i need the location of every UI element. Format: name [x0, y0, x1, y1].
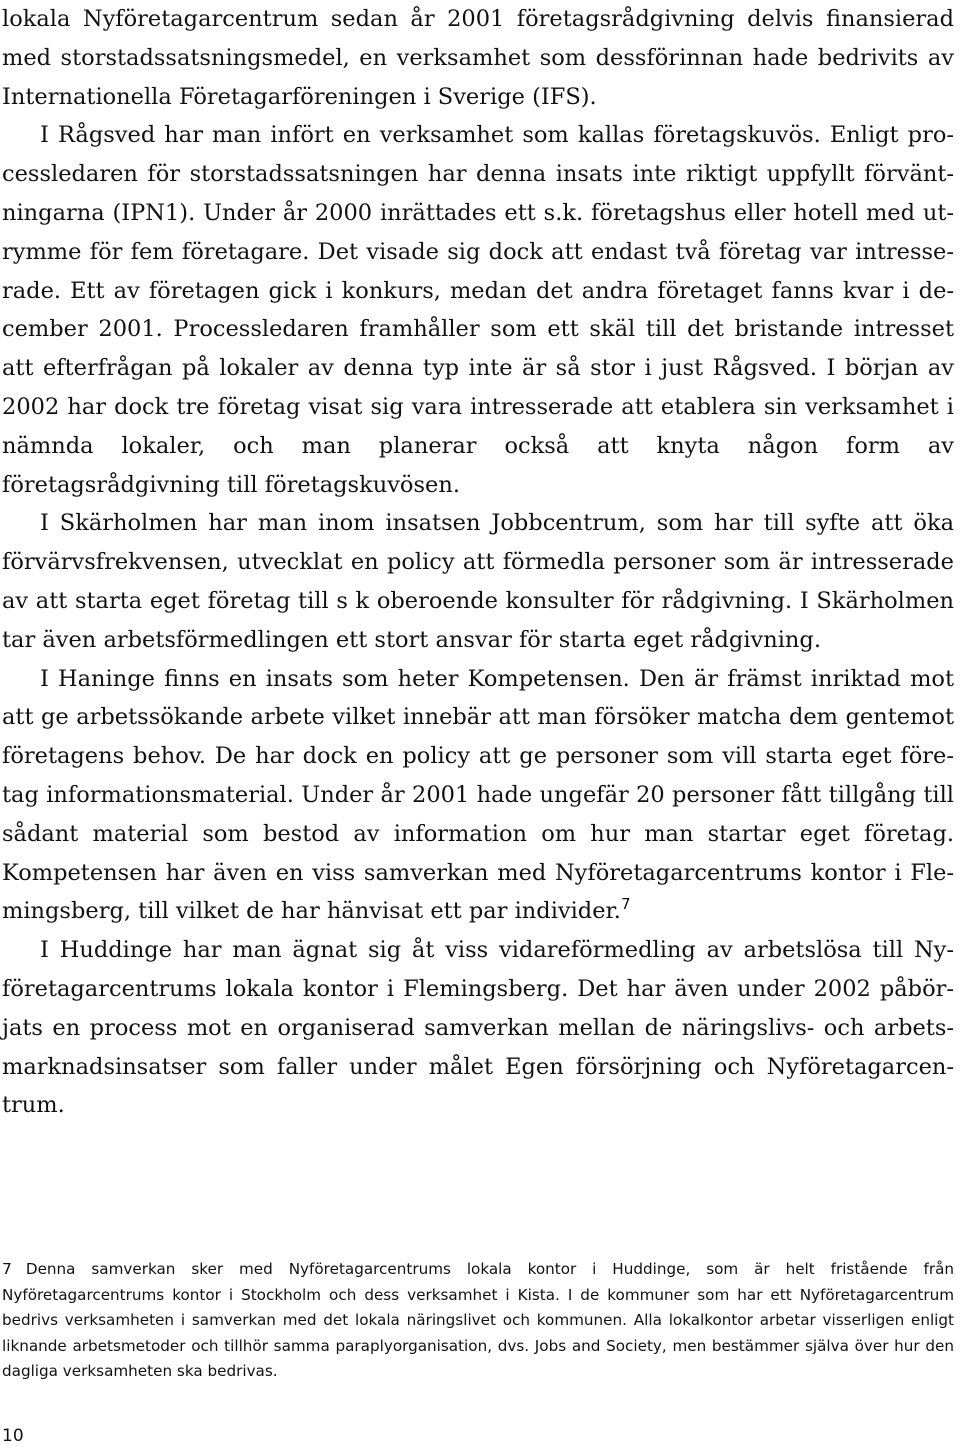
footnote-number: 7 [2, 1260, 12, 1278]
body-paragraph [2, 660, 954, 932]
body-paragraph [2, 116, 954, 504]
page-number: 10 [2, 1426, 24, 1446]
body-paragraph [2, 931, 954, 1125]
body-paragraph [2, 0, 954, 116]
paragraph-text: I Skärholmen har man inom insatsen Jobbcentrum, som har till syfte att öka förvärvsfrekvensen, utvecklat en policy att förmedla personer som är intresserade av att starta eget företag till s k oberoende konsulter för rådgivning. I Skärholmen tar även arbetsförmedlingen ett stort ansvar för starta eget rådgivning. [2, 510, 954, 653]
paragraph-text: lokala Nyföretagarcentrum sedan år 2001 företagsrådgivning delvis finansierad med storstadssatsningsmedel, en verksamhet som dessförinnan hade bedrivits av Internationella Företagarföreningen i Sverige (IFS). [2, 6, 954, 110]
body-text [2, 0, 954, 1125]
footnote-text: Denna samverkan sker med Nyföretagarcentrums lokala kontor i Huddinge, som är helt fristående från Nyföretagarcentrums kontor i Stockholm och dess verksamhet i Kista. I de kommuner som har ett Nyföretagarcentrum bedrivs verksamheten i samverkan med det lokala näringslivet och kommunen. Alla lokalkontor arbetar visserligen enligt liknande arbetsmetoder och tillhör samma paraplyorganisation, dvs. Jobs and Society, men bestämmer själva över hur den dagliga verksamheten ska bedrivas. [2, 1260, 954, 1380]
paragraph-text: I Rågsved har man infört en verksamhet som kallas företagskuvös. Enligt processledaren för storstadssatsningen har denna insats inte riktigt uppfyllt förväntningarna (IPN1). Under år 2000 inrättades ett s.k. företagshus eller hotell med utrymme för fem företagare. Det visade sig dock att endast två företag var intresserade. Ett av företagen gick i konkurs, medan det andra företaget fanns kvar i december 2001. Processledaren framhåller som ett skäl till det bristande intresset att efterfrågan på lokaler av denna typ inte är så stor i just Rågsved. I början av 2002 har dock tre företag visat sig vara intresserade att etablera sin verksamhet i nämnda lokaler, och man planerar också att knyta någon form av företagsrådgivning till företagskuvösen. [2, 122, 954, 498]
body-paragraph [2, 504, 954, 659]
paragraph-text: I Huddinge har man ägnat sig åt viss vidareförmedling av arbetslösa till Nyföretagarcentrums lokala kontor i Flemingsberg. Det har även under 2002 påbörjats en process mot en organiserad samverkan mellan de näringslivs- och arbetsmarknadsinsatser som faller under målet Egen försörjning och Nyföretagarcentrum. [2, 937, 954, 1119]
paragraph-text: I Haninge finns en insats som heter Kompetensen. Den är främst inriktad mot att ge arbetssökande arbete vilket innebär att man försöker matcha dem gentemot företagens behov. De har dock en policy att ge personer som vill starta eget företag informationsmaterial. Under år 2001 hade ungefär 20 personer fått tillgång till sådant material som bestod av information om hur man startar eget företag. Kompetensen har även en viss samverkan med Nyföretagarcentrums kontor i Flemingsberg, till vilket de har hänvisat ett par individer. [2, 665, 954, 925]
footnote [2, 1257, 954, 1385]
footnote-reference: 7 [620, 895, 631, 914]
